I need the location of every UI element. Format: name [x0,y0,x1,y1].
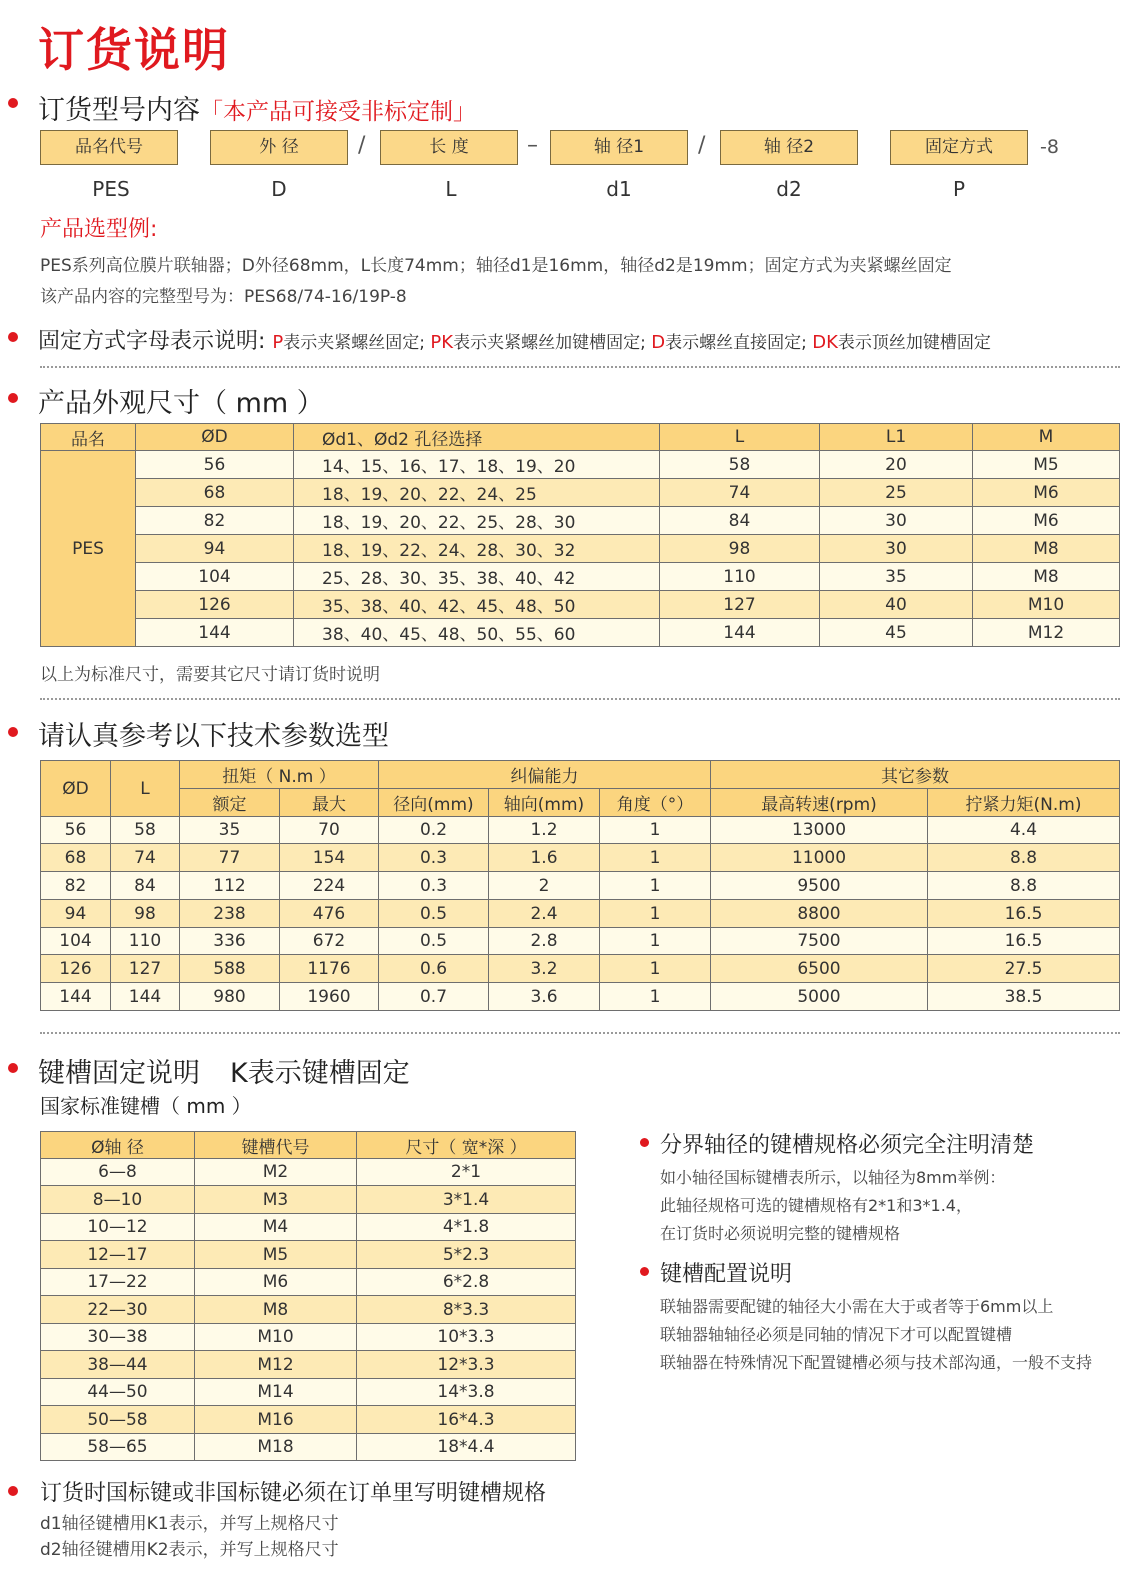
cell: 126 [136,591,294,619]
cell: 16.5 [928,900,1120,928]
col-header: 最高转速(rpm) [711,789,928,817]
cell: 11000 [711,844,928,872]
col-header: L1 [820,424,973,451]
keyway-heading-text: 键槽固定说明 [38,1058,200,1089]
keyway-subheading: 国家标准键槽（ mm ） [40,1094,252,1118]
keyway-heading [38,1051,410,1090]
cell: 1 [600,844,711,872]
footer-line-1: d1轴径键槽用K1表示，并写上规格尺寸 [40,1514,339,1534]
example-line-2: 该产品内容的完整型号为：PES68/74-16/19P-8 [40,287,407,307]
code-od: D [271,177,287,201]
cell: 3.2 [489,955,600,983]
cell: M14 [195,1379,357,1406]
cell: 38—44 [41,1351,195,1379]
col-header: ØD [41,761,111,817]
config-line-2: 联轴器轴轴径必须是同轴的情况下才可以配置键槽 [660,1325,1013,1344]
table-row [41,817,1120,844]
separator-dash: – [527,133,538,158]
cell: 82 [41,872,111,900]
cell: 4.4 [928,817,1120,844]
cell: M18 [195,1434,357,1461]
cell: 0.2 [379,817,489,844]
cell: 336 [180,928,280,955]
fixing-text-pk: 表示夹紧螺丝加键槽固定; [453,333,652,353]
cell: 2.4 [489,900,600,928]
table-row [41,619,1120,647]
cell: 12—17 [41,1241,195,1269]
cell: 224 [280,872,379,900]
cell: 35 [820,563,973,591]
cell: 672 [280,928,379,955]
table-row [41,844,1120,872]
bullet-icon [640,1138,649,1147]
cell: 2 [489,872,600,900]
cell: 104 [136,563,294,591]
table-row [41,955,1120,983]
table-row [41,872,1120,900]
config-line-1: 联轴器需要配键的轴径大小需在大于或者等于6mm以上 [660,1297,1054,1316]
example-heading: 产品选型例: [40,217,158,242]
cell: 1176 [280,955,379,983]
cell: 2.8 [489,928,600,955]
col-header: 品名 [41,424,136,451]
cell: 1 [600,928,711,955]
table-row [41,1159,576,1186]
col-header: 其它参数 [711,761,1120,789]
cell: 56 [136,451,294,479]
cell: 30 [820,535,973,563]
product-cell: PES [41,451,136,647]
code-d2: d2 [776,177,802,201]
bullet-icon [8,1486,18,1496]
cell: 27.5 [928,955,1120,983]
table-row [41,1406,576,1434]
cell: 25、28、30、35、38、40、42 [294,563,660,591]
cell: 1 [600,955,711,983]
dimensions-heading: 产品外观尺寸（ mm ） [38,388,324,419]
cell: M5 [195,1241,357,1269]
cell: 68 [136,479,294,507]
cell: 25 [820,479,973,507]
cell: 74 [660,479,820,507]
divider [40,1032,1120,1034]
table-row [41,1296,576,1324]
table-subheader-row [41,789,1120,817]
cell: 5*2.3 [357,1241,576,1269]
col-header: ØD [136,424,294,451]
cell: 17—22 [41,1269,195,1296]
cell: 0.5 [379,900,489,928]
cell: 5000 [711,983,928,1011]
cell: 3.6 [489,983,600,1011]
cell: 144 [136,619,294,647]
bullet-icon [640,1267,649,1276]
col-header: 最大 [280,789,379,817]
cell: 18、19、22、24、28、30、32 [294,535,660,563]
boundary-heading: 分界轴径的键槽规格必须完全注明清楚 [660,1133,1035,1158]
order-box-product: 品名代号 [40,130,178,165]
fixing-code-pk: PK [430,332,454,353]
cell: 588 [180,955,280,983]
cell: 154 [280,844,379,872]
table-row [41,451,1120,479]
cell: 58 [111,817,180,844]
table-header-row [41,1132,576,1159]
table-row [41,1214,576,1241]
cell: 18、19、20、22、24、25 [294,479,660,507]
fixing-code-dk: DK [812,332,838,353]
table-row [41,1269,576,1296]
col-header: 扭矩（ N.m ） [180,761,379,789]
cell: 44—50 [41,1379,195,1406]
table-header-row [41,424,1120,451]
cell: 144 [111,983,180,1011]
footer-heading: 订货时国标键或非国标键必须在订单里写明键槽规格 [40,1481,547,1506]
cell: 84 [111,872,180,900]
cell: M10 [973,591,1120,619]
cell: 35 [180,817,280,844]
divider [40,366,1120,368]
cell: 126 [41,955,111,983]
cell: M8 [195,1296,357,1324]
table-row [41,563,1120,591]
table-row [41,1241,576,1269]
cell: M8 [973,563,1120,591]
cell: M6 [195,1269,357,1296]
cell: 13000 [711,817,928,844]
cell: 0.5 [379,928,489,955]
code-fixing: P [952,177,966,201]
fixing-text-p: 表示夹紧螺丝固定; [283,333,431,353]
fixing-text-dk: 表示顶丝加键槽固定 [837,333,991,353]
cell: 8.8 [928,872,1120,900]
cell: 30 [820,507,973,535]
table-row [41,1379,576,1406]
tech-heading: 请认真参考以下技术参数选型 [38,721,389,752]
code-length: L [445,177,457,201]
table-row [41,928,1120,955]
cell: 10—12 [41,1214,195,1241]
table-row [41,983,1120,1011]
fixing-heading: 固定方式字母表示说明: [38,329,273,354]
order-box-length: 长 度 [380,130,518,165]
order-suffix: -8 [1040,136,1059,158]
cell: 144 [660,619,820,647]
config-line-3: 联轴器在特殊情况下配置键槽必须与技术部沟通，一般不支持 [660,1353,1093,1372]
cell: 1 [600,817,711,844]
cell: M6 [973,479,1120,507]
cell: 8800 [711,900,928,928]
col-header: Ø轴 径 [41,1132,195,1159]
cell: M5 [973,451,1120,479]
fixing-text-d: 表示螺丝直接固定; [665,333,813,353]
cell: 1.2 [489,817,600,844]
cell: 104 [41,928,111,955]
cell: 7500 [711,928,928,955]
order-box-fixing: 固定方式 [890,130,1028,165]
separator-slash: / [358,133,366,158]
bullet-icon [8,393,18,403]
cell: 82 [136,507,294,535]
fixing-explanation [38,324,991,355]
cell: 38、40、45、48、50、55、60 [294,619,660,647]
bullet-icon [8,332,18,342]
cell: 112 [180,872,280,900]
cell: 98 [660,535,820,563]
boundary-line-3: 在订货时必须说明完整的键槽规格 [660,1224,901,1243]
config-heading: 键槽配置说明 [660,1262,793,1287]
col-header: 拧紧力矩(N.m) [928,789,1120,817]
table-row [41,1434,576,1461]
cell: 127 [660,591,820,619]
order-box-d2: 轴 径2 [720,130,858,165]
cell: 1 [600,983,711,1011]
keyway-table [40,1131,576,1461]
cell: 30—38 [41,1324,195,1351]
cell: 12*3.3 [357,1351,576,1379]
col-header: 额定 [180,789,280,817]
cell: 6—8 [41,1159,195,1186]
divider [40,698,1120,700]
col-header: 径向(mm) [379,789,489,817]
fixing-code-p: P [272,332,284,353]
cell: 14*3.8 [357,1379,576,1406]
cell: 94 [136,535,294,563]
col-header: 尺寸（ 宽*深 ） [357,1132,576,1159]
cell: M8 [973,535,1120,563]
cell: M12 [195,1351,357,1379]
cell: 3*1.4 [357,1186,576,1214]
example-line-1: PES系列高位膜片联轴器；D外径68mm，L长度74mm；轴径d1是16mm，轴径d2是19mm；固定方式为夹紧螺丝固定 [40,256,952,276]
cell: 1.6 [489,844,600,872]
table-row [41,900,1120,928]
fixing-code-d: D [651,332,666,353]
cell: 14、15、16、17、18、19、20 [294,451,660,479]
table-header-row [41,761,1120,789]
custom-note: 「本产品可接受非标定制」 [200,99,476,125]
cell: 8.8 [928,844,1120,872]
order-heading [38,88,476,127]
code-product: PES [92,177,130,201]
table-row [41,591,1120,619]
cell: 2*1 [357,1159,576,1186]
cell: 38.5 [928,983,1120,1011]
cell: 16.5 [928,928,1120,955]
dimensions-note: 以上为标准尺寸，需要其它尺寸请订货时说明 [40,665,380,685]
col-header: 键槽代号 [195,1132,357,1159]
cell: 18、19、20、22、25、28、30 [294,507,660,535]
col-header: Ød1、Ød2 孔径选择 [294,424,660,451]
cell: 68 [41,844,111,872]
cell: 10*3.3 [357,1324,576,1351]
cell: 16*4.3 [357,1406,576,1434]
cell: 98 [111,900,180,928]
cell: 1960 [280,983,379,1011]
table-row [41,1324,576,1351]
cell: 144 [41,983,111,1011]
tech-table [40,760,1120,1011]
cell: 1 [600,900,711,928]
table-row [41,1186,576,1214]
cell: 84 [660,507,820,535]
order-box-od: 外 径 [210,130,348,165]
cell: 980 [180,983,280,1011]
bullet-icon [8,727,18,737]
col-header: M [973,424,1120,451]
cell: 74 [111,844,180,872]
cell: 77 [180,844,280,872]
cell: M12 [973,619,1120,647]
cell: 0.6 [379,955,489,983]
cell: 8—10 [41,1186,195,1214]
page-title: 订货说明 [38,23,230,77]
cell: 94 [41,900,111,928]
cell: 58—65 [41,1434,195,1461]
cell: 0.3 [379,872,489,900]
cell: M4 [195,1214,357,1241]
table-row [41,535,1120,563]
dimensions-table [40,423,1120,647]
cell: 127 [111,955,180,983]
cell: 0.3 [379,844,489,872]
cell: 110 [111,928,180,955]
cell: 45 [820,619,973,647]
cell: 110 [660,563,820,591]
cell: 6500 [711,955,928,983]
cell: 0.7 [379,983,489,1011]
bullet-icon [8,98,18,108]
boundary-line-2: 此轴径规格可选的键槽规格有2*1和3*1.4， [660,1196,972,1215]
boundary-line-1: 如小轴径国标键槽表所示，以轴径为8mm举例： [660,1168,1006,1187]
col-header: L [660,424,820,451]
table-row [41,1351,576,1379]
cell: 58 [660,451,820,479]
cell: 6*2.8 [357,1269,576,1296]
order-heading-text: 订货型号内容 [38,95,200,126]
cell: 476 [280,900,379,928]
col-header: L [111,761,180,817]
cell: 70 [280,817,379,844]
cell: 9500 [711,872,928,900]
bullet-icon [8,1063,18,1073]
cell: M10 [195,1324,357,1351]
cell: 18*4.4 [357,1434,576,1461]
cell: 22—30 [41,1296,195,1324]
keyway-heading-k: K表示键槽固定 [230,1058,410,1089]
cell: 20 [820,451,973,479]
footer-line-2: d2轴径键槽用K2表示，并写上规格尺寸 [40,1540,339,1560]
cell: M2 [195,1159,357,1186]
col-header: 角度（°） [600,789,711,817]
cell: 40 [820,591,973,619]
cell: 35、38、40、42、45、48、50 [294,591,660,619]
cell: 50—58 [41,1406,195,1434]
separator-slash: / [698,133,706,158]
code-d1: d1 [606,177,632,201]
cell: 1 [600,872,711,900]
cell: 8*3.3 [357,1296,576,1324]
col-header: 纠偏能力 [379,761,711,789]
cell: 238 [180,900,280,928]
cell: 56 [41,817,111,844]
table-row [41,507,1120,535]
cell: 4*1.8 [357,1214,576,1241]
col-header: 轴向(mm) [489,789,600,817]
cell: M16 [195,1406,357,1434]
table-row [41,479,1120,507]
cell: M6 [973,507,1120,535]
cell: M3 [195,1186,357,1214]
order-box-d1: 轴 径1 [550,130,688,165]
